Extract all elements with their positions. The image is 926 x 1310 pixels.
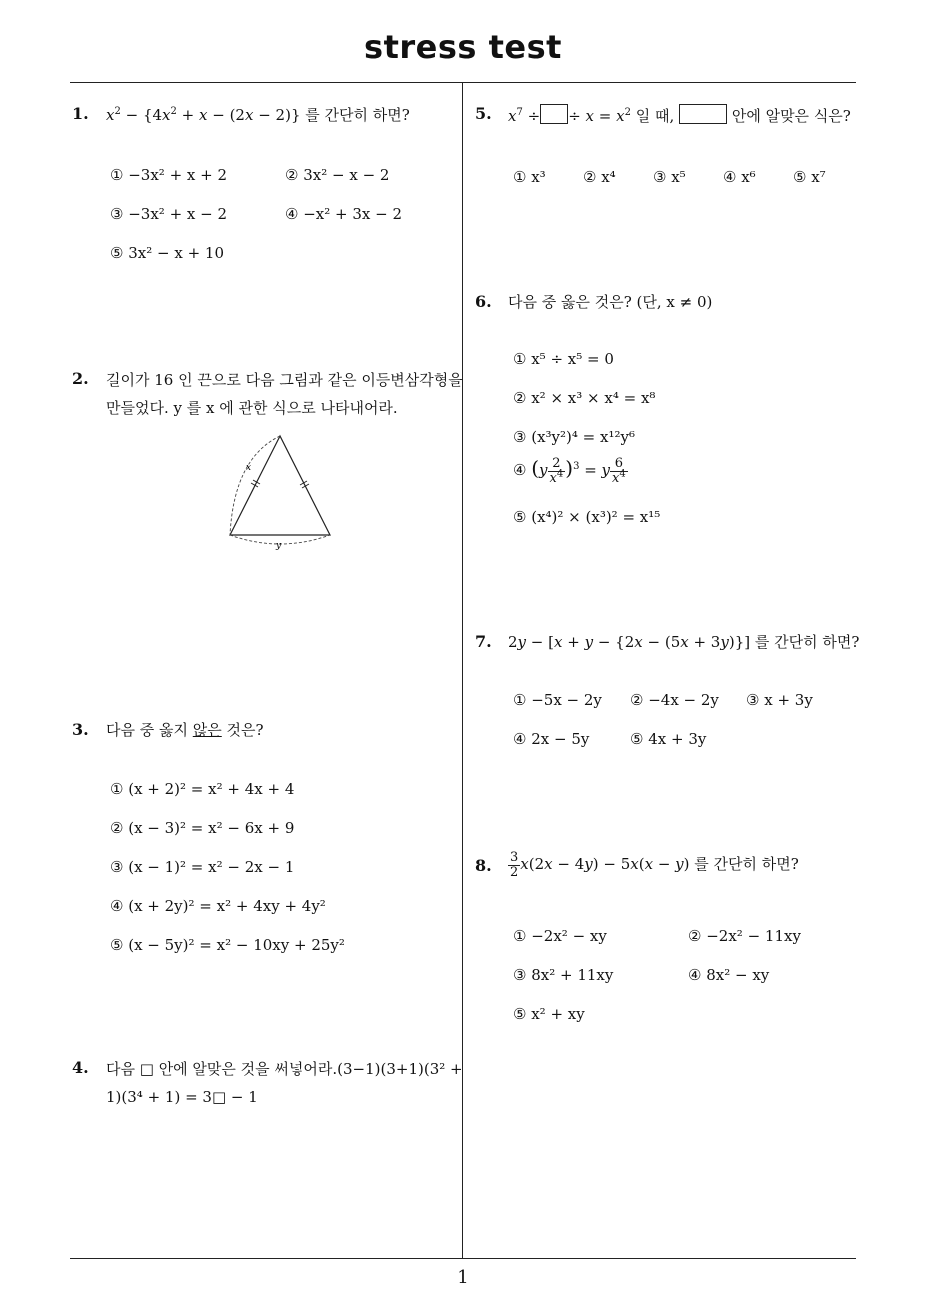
question-1-option-3[interactable]: ③ −3x² + x − 2 (110, 205, 228, 223)
question-6-option-5[interactable]: ⑤ (x⁴)² × (x³)² = x¹⁵ (513, 508, 661, 526)
figure-label-x: x (246, 463, 252, 473)
question-8-option-1[interactable]: ① −2x² − xy (513, 927, 607, 945)
top-rule (70, 82, 856, 83)
question-5-stem: $x^7$ ÷ ÷ $x = x^2$ 일 때, 안에 알맞은 식은? (508, 102, 851, 130)
question-3-stem: 다음 중 옳지 않은 것은? (106, 721, 264, 739)
question-4-stem-line-2: 1)(3⁴ + 1) = 3□ − 1 (106, 1088, 258, 1106)
question-7-stem: 2y − [x + y − {2x − (5x + 3y)}] 를 간단히 하면? (508, 633, 860, 651)
question-8-stem: $\frac{3}{2}$ x(2x − 4y) − 5x(x − y) 를 간단히 하면? (510, 849, 799, 880)
question-5-option-5[interactable]: ⑤ x⁷ (793, 168, 826, 186)
question-6-option-1[interactable]: ① x⁵ ÷ x⁵ = 0 (513, 350, 614, 368)
question-8-option-2[interactable]: ② −2x² − 11xy (688, 927, 801, 945)
question-6-option-2[interactable]: ② x² × x³ × x⁴ = x⁸ (513, 389, 656, 407)
question-1-option-2[interactable]: ② 3x² − x − 2 (285, 166, 390, 184)
question-7-option-3[interactable]: ③ x + 3y (746, 691, 813, 709)
question-2-stem (106, 366, 463, 422)
question-6-number: 6. (475, 292, 492, 311)
isosceles-triangle-figure (220, 428, 340, 553)
figure-label-y: y (276, 541, 282, 551)
page-title: stress test (364, 28, 562, 66)
answer-box-wide[interactable] (679, 104, 727, 124)
question-8-option-3[interactable]: ③ 8x² + 11xy (513, 966, 614, 984)
question-1-option-5[interactable]: ⑤ 3x² − x + 10 (110, 244, 224, 262)
question-5-option-1[interactable]: ① x³ (513, 168, 546, 186)
question-5-option-4[interactable]: ④ x⁶ (723, 168, 756, 186)
question-4-stem (106, 1055, 463, 1111)
question-6-stem: 다음 중 옳은 것은? (단, x ≠ 0) (508, 293, 713, 311)
question-8-option-4[interactable]: ④ 8x² − xy (688, 966, 770, 984)
question-3-option-4[interactable]: ④ (x + 2y)² = x² + 4xy + 4y² (110, 897, 326, 915)
bottom-rule (70, 1258, 856, 1259)
question-7-option-2[interactable]: ② −4x − 2y (630, 691, 719, 709)
question-8-number: 8. (475, 856, 492, 875)
question-6-option-4[interactable]: ④ (y $\frac{2}{x^4}$ )$^3$ = y $\frac{6}{x^4}$ (513, 455, 626, 486)
question-1-option-1[interactable]: ① −3x² + x + 2 (110, 166, 228, 184)
question-2-stem-line-2: 만들었다. y 를 x 에 관한 식으로 나타내어라. (106, 399, 398, 417)
page-number: 1 (457, 1267, 469, 1288)
question-3-option-1[interactable]: ① (x + 2)² = x² + 4x + 4 (110, 780, 295, 798)
answer-box[interactable] (540, 104, 568, 124)
question-7-option-5[interactable]: ⑤ 4x + 3y (630, 730, 707, 748)
question-5-number: 5. (475, 104, 492, 123)
question-3-option-2[interactable]: ② (x − 3)² = x² − 6x + 9 (110, 819, 295, 837)
question-3-option-3[interactable]: ③ (x − 1)² = x² − 2x − 1 (110, 858, 295, 876)
question-4-number: 4. (72, 1058, 89, 1077)
question-4-stem-line-1: 다음 □ 안에 알맞은 것을 써넣어라.(3−1)(3+1)(3² + (106, 1060, 463, 1078)
question-2-stem-line-1: 길이가 16 인 끈으로 다음 그림과 같은 이등변삼각형을 (106, 371, 463, 389)
question-1-option-4[interactable]: ④ −x² + 3x − 2 (285, 205, 403, 223)
question-5-option-2[interactable]: ② x⁴ (583, 168, 616, 186)
question-8-option-5[interactable]: ⑤ x² + xy (513, 1005, 585, 1023)
question-5-option-3[interactable]: ③ x⁵ (653, 168, 686, 186)
question-3-number: 3. (72, 720, 89, 739)
question-2-number: 2. (72, 369, 89, 388)
question-1-stem: $x^2 - \{4x^2 + x - (2x - 2)\}$ 를 간단히 하면? (106, 106, 410, 124)
question-7-option-1[interactable]: ① −5x − 2y (513, 691, 602, 709)
question-1-number: 1. (72, 104, 89, 123)
question-6-option-3[interactable]: ③ (x³y²)⁴ = x¹²y⁶ (513, 428, 635, 446)
question-7-option-4[interactable]: ④ 2x − 5y (513, 730, 590, 748)
question-3-option-5[interactable]: ⑤ (x − 5y)² = x² − 10xy + 25y² (110, 936, 345, 954)
question-7-number: 7. (475, 632, 492, 651)
